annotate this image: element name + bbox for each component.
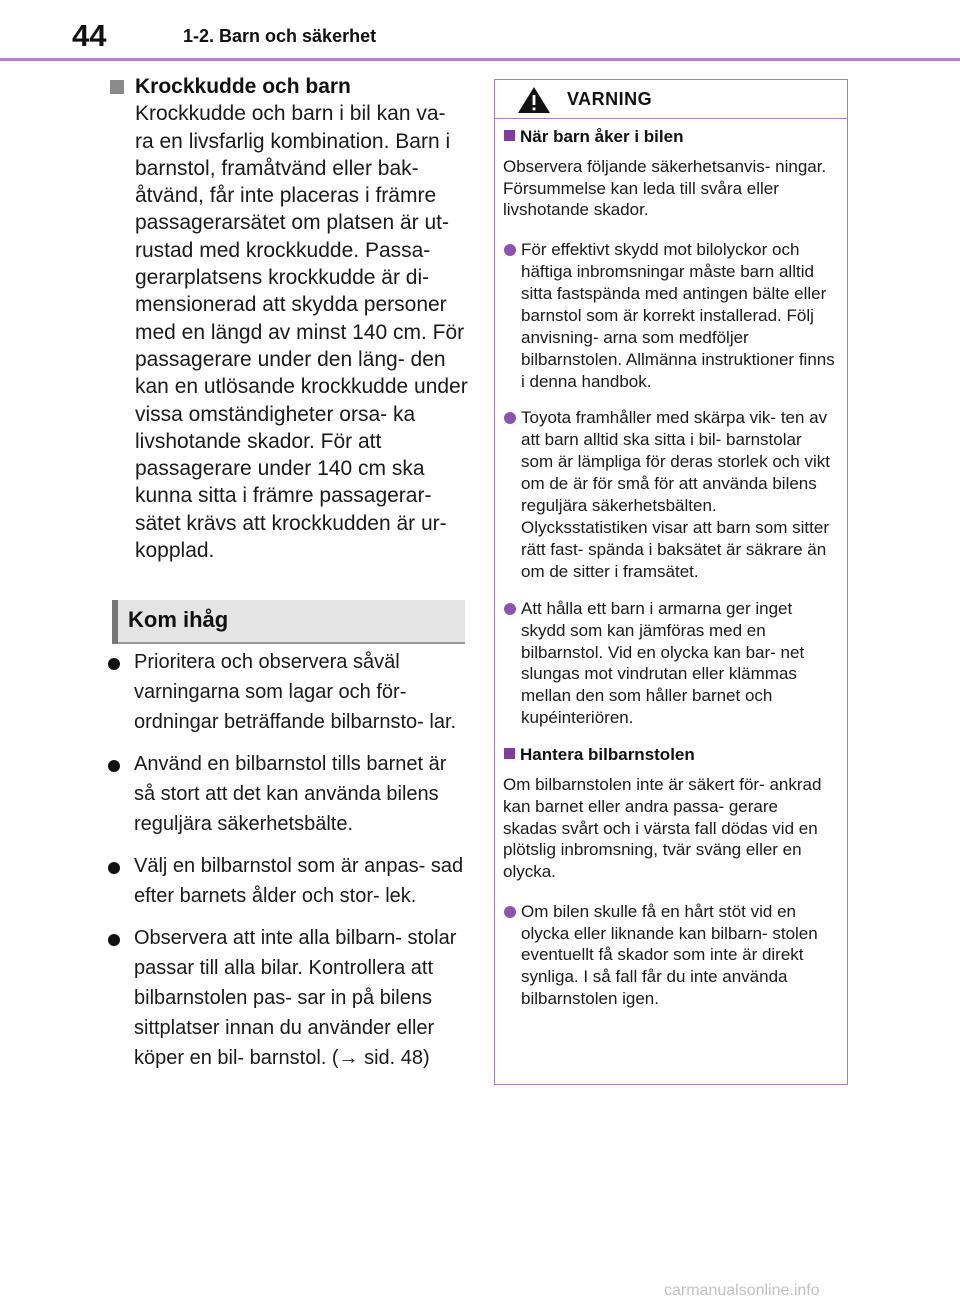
page-reference-link[interactable]: sid. 48 (364, 1047, 424, 1069)
warning-bullet: Att hålla ett barn i armarna ger inget skydd som kan jämföras med en bilbarnstol. Vid en olycka kan bar- net slungas mot vindrutan eller klämmas mellan den som håller barnet och kupéinteriören. (503, 598, 835, 729)
section-title: Krockkudde och barn (135, 75, 351, 98)
remember-box (112, 600, 465, 644)
bullet-icon (108, 760, 120, 772)
chapter-title: 1-2. Barn och säkerhet (183, 26, 377, 46)
warning-subheading: När barn åker i bilen (503, 126, 835, 147)
warning-subheading: Hantera bilbarnstolen (503, 744, 835, 765)
warning-content (503, 126, 835, 1025)
warning-paragraph: Observera följande säkerhetsanvis- ningar. Försummelse kan leda till svåra eller livshotande skador. (503, 157, 827, 220)
remember-title: Kom ihåg (128, 607, 229, 632)
remember-bar (112, 600, 118, 644)
warning-bullet: Toyota framhåller med skärpa vik- ten av att barn alltid ska sitta i bil- barnstolar som är lämpliga för deras storlek och vikt om de är för små för att använda bilens reguljära säkerhetsbälten. Olycksstatistiken visar att barn som sitter rätt fast- spända i baksätet är säkrare än om de sitter i framsätet. (503, 407, 835, 582)
section-krockkudde (108, 73, 468, 564)
bullet-icon (108, 658, 120, 670)
remember-bullets (108, 647, 468, 1085)
warning-triangle-icon (517, 86, 551, 114)
bullet-icon (108, 934, 120, 946)
header-rule (0, 58, 960, 61)
watermark: carmanualsonline.info (664, 1282, 820, 1299)
warning-paragraph: Om bilbarnstolen inte är säkert för- ankrad kan barnet eller andra passa- gerare skadas svårt och i värsta fall dödas vid en plötslig inbromsning, tvär sväng eller en olycka. (503, 775, 822, 881)
list-item (108, 851, 468, 911)
warning-bullet: Om bilen skulle få en hårt stöt vid en olycka eller liknande kan bilbarn- stolen eventuellt få skador som inte är direkt synliga. I så fall får du inte använda bilbarnstolen igen. (503, 901, 835, 1011)
list-item (108, 749, 468, 839)
bullet-icon (504, 244, 516, 256)
page-number: 44 (72, 18, 107, 53)
bullet-icon (504, 412, 516, 424)
warning-title: VARNING (567, 89, 653, 109)
list-item (108, 647, 468, 737)
bullet-text: Välj en bilbarnstol som är anpas- sad efter barnets ålder och stor- lek. (134, 855, 464, 907)
arrow-icon: → (338, 1047, 359, 1069)
page-header (0, 0, 960, 62)
warning-bullet: För effektivt skydd mot bilolyckor och häftiga inbromsningar måste barn alltid sitta fastspända med antingen bälte eller barnstol som är korrekt installerad. Följ anvisning- arna som medföljer bilbarnstolen. Allmänna instruktioner finns i denna handbok. (503, 239, 835, 392)
section-square-icon (504, 748, 515, 759)
left-column (108, 73, 468, 564)
warning-header (495, 80, 847, 119)
bullet-icon (108, 862, 120, 874)
list-item: Observera att inte alla bilbarn- stolar passar till alla bilar. Kontrollera att bilbarnstolen pas- sar in på bilens sittplatser innan du använder eller köper en bil- barnstol. (→ sid. 48) (108, 923, 468, 1073)
section-body: Krockkudde och barn i bil kan va- ra en livsfarlig kombination. Barn i barnstol, framåtvänd eller bak- åtvänd, får inte placeras i främre passagerarsätet om platsen är ut- rustad med krockkudde. Passa- gerarplatsens krockkudde är di- mensionerad att skydda personer med en längd av minst 140 cm. För passagerare under den läng- den kan en utlösande krockkudde under vissa omständigheter orsa- ka livshotande skador. För att passagerare under 140 cm ska kunna sitta i främre passagerar- sätet krävs att krockkudden är ur- kopplad. (135, 102, 468, 563)
warning-box (494, 79, 848, 1085)
section-square-icon (110, 80, 124, 94)
bullet-text: Prioritera och observera såväl varningarna som lagar och för- ordningar beträffande bilbarnsto- lar. (134, 651, 457, 733)
section-square-icon (504, 130, 515, 141)
bullet-text: Observera att inte alla bilbarn- stolar passar till alla bilar. Kontrollera att bilbarnstolen pas- sar in på bilens sittplatser innan du använder eller köper en bil- barnstol. (134, 927, 457, 1069)
bullet-icon (504, 906, 516, 918)
bullet-icon (504, 603, 516, 615)
bullet-text: Använd en bilbarnstol tills barnet är så stort att det kan använda bilens reguljära säkerhetsbälte. (134, 753, 447, 835)
